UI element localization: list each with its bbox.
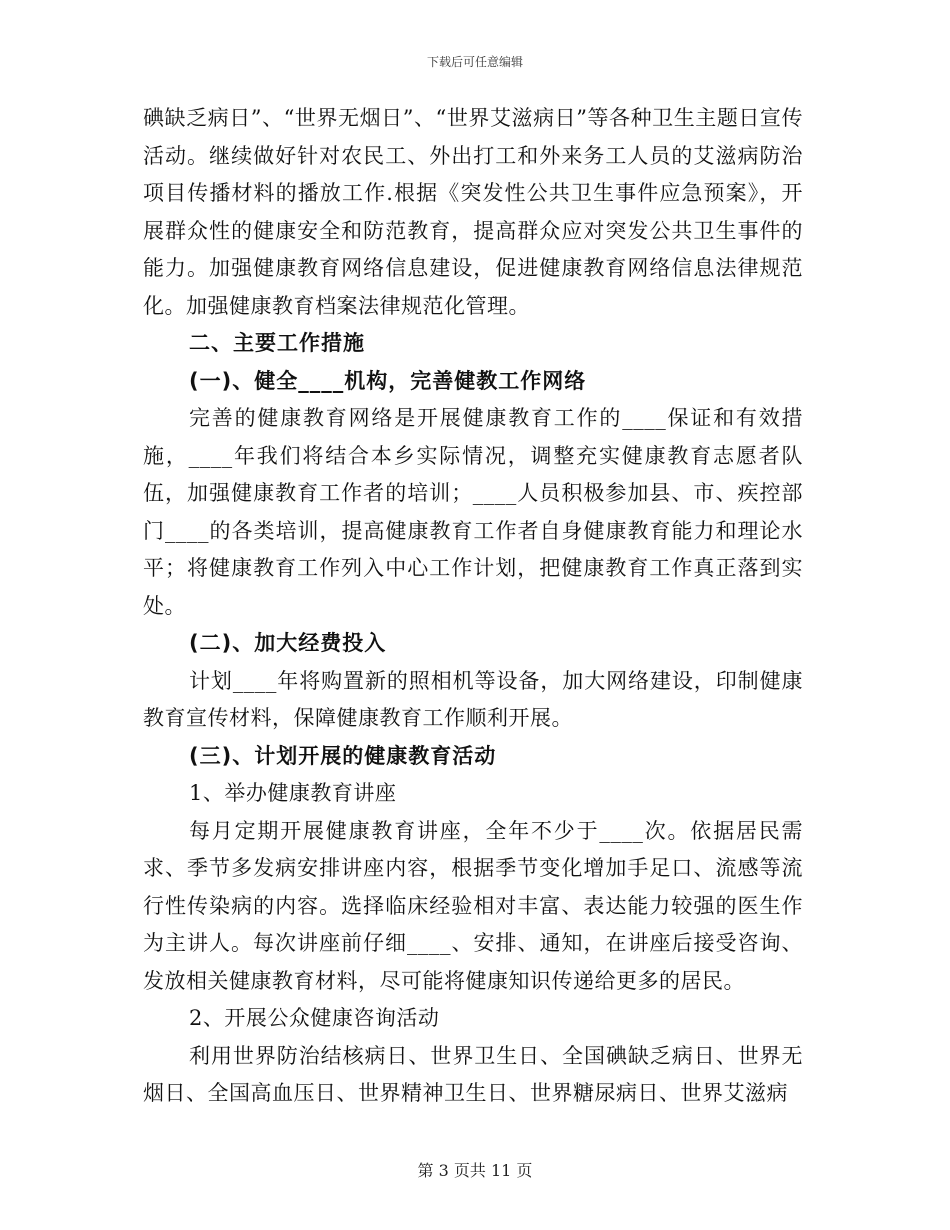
paragraph-consultation: 利用世界防治结核病日、世界卫生日、全国碘缺乏病日、世界无烟日、全国高血压日、世界精神卫生日、世界糖尿病日、世界艾滋病 [143, 1043, 803, 1105]
paragraph-funding: 计划____年将购置新的照相机等设备，加大网络建设，印制健康教育宣传材料，保障健康教育工作顺利开展。 [143, 668, 803, 730]
document-body [143, 100, 803, 1113]
item-heading-consultation: 2、开展公众健康咨询活动 [189, 1006, 440, 1030]
paragraph-network: 完善的健康教育网络是开展健康教育工作的____保证和有效措施，____年我们将结合本乡实际情况，调整充实健康教育志愿者队伍，加强健康教育工作者的培训；____人员积极参加县、市、疾控部门____的各类培训，提高健康教育工作者自身健康教育能力和理论水平；将健康教育工作列入中心工作计划，把健康教育工作真正落到实处。 [143, 406, 803, 618]
section-heading-main-measures: 二、主要工作措施 [189, 331, 365, 355]
page-number-footer: 第 3 页共 11 页 [417, 1161, 533, 1180]
subsection-heading-activities: (三)、计划开展的健康教育活动 [189, 743, 497, 768]
item-heading-lectures: 1、举办健康教育讲座 [189, 781, 397, 805]
paragraph-lectures: 每月定期开展健康教育讲座，全年不少于____次。依据居民需求、季节多发病安排讲座内容，根据季节变化增加手足口、流感等流行性传染病的内容。选择临床经验相对丰富、表达能力较强的医生作为主讲人。每次讲座前仔细____、安排、通知，在讲座后接受咨询、发放相关健康教育材料，尽可能将健康知识传递给更多的居民。 [143, 818, 803, 993]
subsection-heading-network: (一)、健全____机构，完善健教工作网络 [189, 368, 587, 393]
paragraph-campaign-activities: 碘缺乏病日”、“世界无烟日”、“世界艾滋病日”等各种卫生主题日宣传活动。继续做好针对农民工、外出打工和外来务工人员的艾滋病防治项目传播材料的播放工作.根据《突发性公共卫生事件应急预案》，开展群众性的健康安全和防范教育，提高群众应对突发公共卫生事件的能力。加强健康教育网络信息建设，促进健康教育网络信息法律规范化。加强健康教育档案法律规范化管理。 [143, 106, 803, 318]
header-note: 下载后可任意编辑 [426, 55, 523, 69]
subsection-heading-funding: (二)、加大经费投入 [189, 631, 387, 655]
